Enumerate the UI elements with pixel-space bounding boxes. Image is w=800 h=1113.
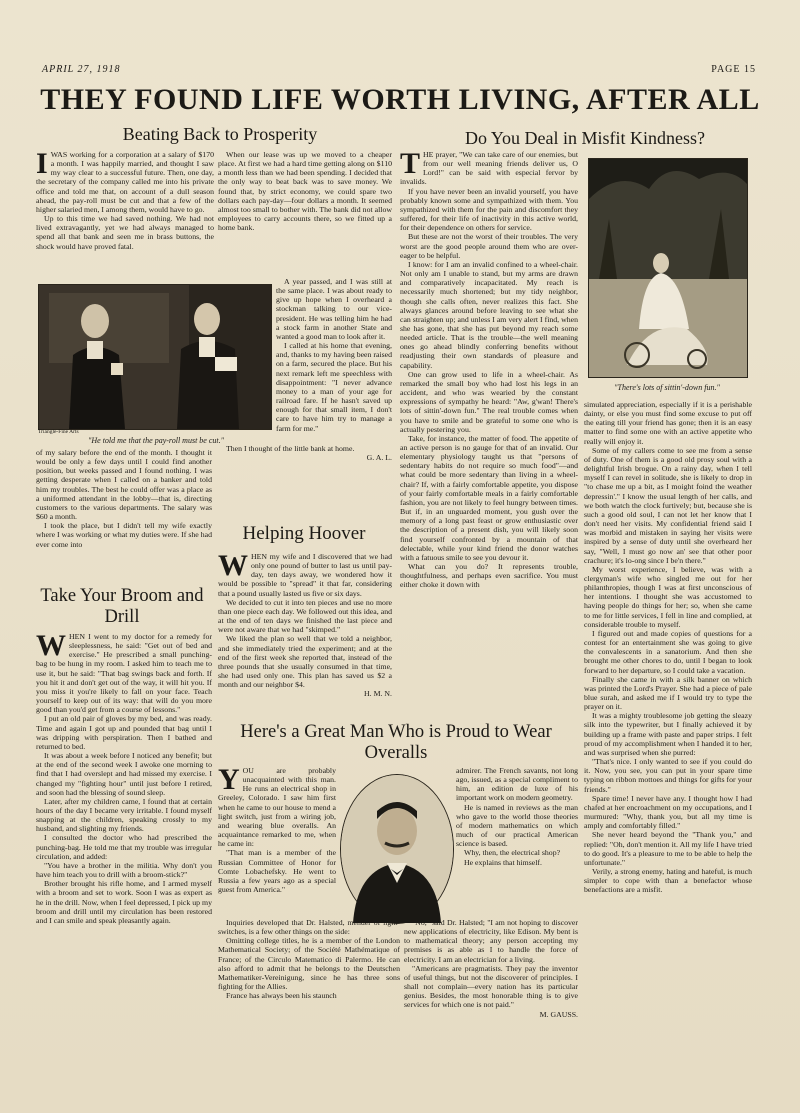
- beating-col-d: [218, 444, 392, 504]
- beating-photo-credit: Triangle-Fine Arts: [38, 429, 79, 435]
- overalls-p2: "That man is a member of the Russian Committee of Honor for Comte Lobachefsky. He went to Russia a few years ago as a special guest from America.": [218, 848, 336, 895]
- beating-photo: [38, 284, 272, 430]
- misfit-col-a: [400, 147, 578, 710]
- beating-photo-art: [39, 285, 271, 429]
- broom-dropcap: W: [36, 629, 66, 662]
- overalls-col-c: [456, 766, 578, 916]
- misfit-p5: One can grow used to life in a wheel-chair. As remarked the small boy who had lost his legs in an accident, and who was wearied by the constant expressions of sympathy he heard: "Aw, g'wan! There's lots of sittin'-down fun." The real trouble comes when you have to smile and be grateful to some one who is actually pestering you.: [400, 369, 578, 434]
- beating-col-e: [36, 448, 212, 578]
- overalls-col-a: [218, 763, 336, 916]
- misfit-r1: simulated appreciation, especially if it is a perishable dainty, or else you must find some excuse to put off the eating till your friend has gone; then it is an easy matter to find some one with an active appetite who really will enjoy it.: [584, 400, 752, 446]
- misfit-dropcap: T: [400, 147, 421, 180]
- halsted-portrait: [340, 774, 454, 924]
- broom-p7: Brother brought his rifle home, and I armed myself with a broom and set to work. Soon I was as expert as he in the drill. Now, when I feel depressed, I pick up my broom and drill until my circulation has been restored and I can smile and speak pleasantly again.: [36, 879, 212, 925]
- overalls-c3: Why, then, the electrical shop?: [464, 848, 561, 858]
- overalls-c6: "Americans are pragmatists. They pay the inventor of useful things, but not the discoverer of principles. I shall not complain—every nation has its particular genius. Besides, the most honorable thing is to give services for which one is not paid.": [404, 963, 578, 1010]
- overalls-c5: "No," said Dr. Halsted; "I am not hoping to discover new applications of electricity, like Edison. My bent is to mathematical theory; any person accepting my premises is as able as I to handle the force of electricity. I am an electrician for a living.: [404, 918, 578, 964]
- overalls-dropcap: Y: [218, 763, 240, 796]
- hoover-p2: We decided to cut it into ten pieces and use no more than one piece each day. We followed out this idea, and at the end of ten days we finished the last piece and were not aware that we had "skimped.": [218, 597, 392, 635]
- beating-col-c: [276, 277, 392, 442]
- misfit-r10: Verily, a strong enemy, hating and hateful, is much simpler to cope with than a benefactor whose benefactions are a misfit.: [584, 866, 752, 895]
- misfit-r9: She never heard beyond the "Thank you," and replied: "Oh, don't mention it. All my life I have tried to do good. It's a pleasure to me to be able to help the unfortunate.": [584, 830, 752, 867]
- misfit-r4: I figured out and made copies of questions for a contest for an entertainment she was going to give the convalescents in a sanatorium. And then she brought me other chores to do, until I began to look forward to her departure, so I could take a vacation.: [584, 628, 752, 675]
- misfit-p6: Take, for instance, the matter of food. The appetite of an active person is no gauge for that of an invalid. Our elementary physiology taught us that "persons of sedentary habits do not require so much food"—and what could be more sedentary than living in a wheel-chair? If, with a fairly comfortable appetite, you dispose of your fairly comfortable meals in a fairly comfortable fashion, you are not likely to feel hungry between times. But if, in an unguarded moment, you gush over the memory of a long past feast or grow enthusiastic over the description of a present dish, you will likely soon find yourself confronted by a mountain of that delectable, while your kind friend the donor watches with a fatuous smile to see you devour it.: [400, 433, 578, 562]
- misfit-r3: My worst experience, I believe, was with a clergyman's wife who singled me out for her philanthropies, though I was at first unconscious of her intentions. I thought she was accustomed to having people do things for her; so, when she came to me for little services, I fell in line and complied, at considerable trouble to myself.: [584, 564, 752, 629]
- overalls-signature: M. GAUSS.: [539, 1009, 578, 1019]
- misfit-p4: I know: for I am an invalid confined to a wheel-chair. Not only am I unable to stand, but my arms are drawn and comparatively incapacitated. My reach is necessarily much shortened; but my tidy neighbor, though she calls often, never realizes this fact. She always glances around before leaving to see what she can straighten up; and unless I am very alert I find, when she has gone, that she has put beyond my reach some needed article. That is the trouble—the well meaning ones go ahead blindly conferring benefits without readjusting their own standards of pleasure and capability.: [400, 259, 578, 370]
- beating-caption: "He told me that the pay-roll must be cut.": [88, 436, 224, 445]
- broom-p6: "You have a brother in the militia. Why don't you have him teach you to drill with a broom-stick?": [36, 860, 212, 880]
- beating-p2: Up to this time we had saved nothing. We had not lived extravagantly, yet we had always managed to spend all that bank and seen me in brass buttons, the shock would have proved fatal.: [36, 214, 214, 251]
- hoover-p1: HEN my wife and I discovered that we had only one pound of butter to last us until pay-day, ten days away, we wondered how it would be possible to "spread" it that far, considering that a pound usually lasted us five or six days.: [218, 552, 392, 598]
- overalls-col-d: [404, 918, 578, 1094]
- hoover-dropcap: W: [218, 549, 248, 582]
- misfit-p1: HE prayer, "We can take care of our enemies, but from our well meaning friends deliver us, O Lord!" can be said with especial fervor by invalids.: [400, 150, 578, 187]
- hoover-signature: H. M. N.: [364, 689, 392, 699]
- overalls-c1: admirer. The French savants, not long ago, issued, as a special compliment to him, an edition de luxe of his important work on modern geometry.: [456, 766, 578, 803]
- misfit-photo: [588, 158, 748, 378]
- hoover-col: [218, 549, 392, 699]
- page-number: PAGE 15: [711, 64, 756, 75]
- misfit-p3: But these are not the worst of their troubles. The very worst are the good people around them who are over-eager to be helpful.: [400, 232, 578, 260]
- beating-col-b: [218, 150, 392, 278]
- overalls-c4: He explains that himself.: [464, 857, 542, 867]
- broom-col: [36, 629, 212, 1080]
- misfit-p2: If you have never been an invalid yourself, you have probably known some and sympathized with them. You sympathized with them for the pain and discomfort they suffered, for their life of inactivity in this active world, for their dependence on others for service.: [400, 186, 578, 233]
- misfit-p7: What can you do? It represents trouble, thoughtfulness, and perhaps even sacrifice. You must either choke it down with: [400, 562, 578, 590]
- overalls-title: Here's a Great Man Who is Proud to Wear Overalls: [240, 722, 552, 763]
- misfit-r2: Some of my callers come to see me from a sense of duty. One of them is a good old prosy soul with a delightful Irish brogue. On a rainy day, when I tell myself I can revel in solitude, she is likely to drop in "to chase me up a bit, as I moight foind the weather depressin'." I know the usual length of her calls, and we both watch the clock furtively; but, because she is such a good old soul, I can not let her know that I don't need her visits. My confidential friend said I was morbid and mistaken in saying her visits were inspired by a sense of duty until she overheard her say, "Well, I must go now an' see that other poor crachure; it's lo-ong since I be'n there.": [584, 445, 752, 565]
- issue-date: APRIL 27, 1918: [42, 64, 121, 75]
- misfit-r7: "That's nice. I only wanted to see if you could do it. Now, you see, you can put in your spare time typing on ribbon mottoes and things for gifts for your friends.": [584, 757, 752, 794]
- misfit-col-b: [584, 400, 752, 1090]
- broom-p1: HEN I went to my doctor for a remedy for sleeplessness, he said: "Get out of bed and exercise." He prescribed a small punching-bag to be hung in my room. I asked him to teach me to use it, but he said: "That bag swings back and forth. If you hit it and don't get out of the way, it will hit you. If you miss it you're likely to fall on your face. Teach yourself to keep out of its way: that will do you more good than you'd get from a course of lessons.": [36, 632, 212, 715]
- halsted-portrait-art: [341, 775, 453, 923]
- beating-p7: of my salary before the end of the month. I thought it would be only a few days until I could find another position, but weeks passed and I found nothing. I was getting desperate when I called on a banker and told him my troubles. The best he could offer was a place as a uniformed attendant in the lobby—that is, directing customers to the various departments. The salary was $60 a month.: [36, 448, 212, 522]
- overalls-p4: Omitting college titles, he is a member of the London Mathematical Society; of the Société Mathématique of France; of the Circulo Matematico di Palermo. He can also afford to admit that he belongs to the Deutschen Mathematiker-Vereinigung, since he has three sons fighting for the Allies.: [218, 936, 400, 992]
- misfit-photo-art: [589, 159, 747, 377]
- beating-p4: A year passed, and I was still at the same place. I was about ready to give up hope when I overheard a stockman talking to our vice-president. He was telling him he had a stock farm in another State and wanted a good man to look after it.: [276, 277, 392, 341]
- broom-p4: Later, after my children came, I found that at certain hours of the day I became very irritable. I found myself snapping at the children, speaking crossly to my husband, and slighting my friends.: [36, 796, 212, 834]
- misfit-caption: "There's lots of sittin'-down fun.": [614, 383, 720, 392]
- overalls-p3: Inquiries developed that Dr. Halsted, mender of light-switches, is a few other things on the side:: [218, 918, 400, 937]
- beating-p3: When our lease was up we moved to a cheaper place. At first we had a hard time getting along on $110 a month less than we had been spending. I decided that the only way to beat back was to save money. We found that, by strict economy, we could spare two dollars each pay-day—four dollars a month. It seemed almost too small to bother with. The bank did not allow employees to carry accounts there, so we fitted up a home bank.: [218, 150, 392, 233]
- misfit-r6: It was a mighty troublesome job getting the sleazy silk into the typewriter, but I finally achieved it by building up a frame with paste and paper strips. I felt proud of my accomplishment when I handed it to her, and was surprised when she purred:: [584, 711, 752, 757]
- beating-dropcap: I: [36, 147, 48, 180]
- broom-p2: I put an old pair of gloves by my bed, and was ready. Time and again I got up and pounded that bag until I was dripping with perspiration. Then I bathed and returned to bed.: [36, 714, 212, 751]
- beating-p1: WAS working for a corporation at a salary of $170 a month. I was happily married, and thought I saw my way clear to a successful future. Then, one day, the secretary of the company called me into his private office and told me that, on account of a dull season ahead, the pay-roll must be cut and that a few of the higher salaried men, I among them, would have to go.: [36, 150, 214, 214]
- broom-p3: It was about a week before I noticed any benefit; but at the end of the second week I awoke one morning to find that I had overslept and had missed my exercise. I changed my "fighting hour" until just before I retired, and soon had the blessing of sound sleep.: [36, 751, 212, 797]
- misfit-r8: Spare time! I never have any. I thought how I had chafed at her encroachment on my occupations, and I murmured: "Why, thank you, but all my time is amply and comfortably filled.": [584, 793, 752, 831]
- page-headline: THEY FOUND LIFE WORTH LIVING, AFTER ALL: [40, 83, 760, 116]
- overalls-col-b: [218, 918, 400, 1094]
- beating-p5: I called at his home that evening, and, thanks to my having been raised on a farm, secured the place. But his next remark left me speechless with disappointment: "I never advance money to a man of your age for railroad fare. If he hasn't saved up enough for that small item, I don't care to have him try to manage a farm for me.": [276, 341, 392, 433]
- hoover-p3: We liked the plan so well that we told a neighbor, and she immediately tried the experiment; and at the end of the first week she reported that, instead of the three pounds that she usually consumed in that time, she had used only one. This plan has saved us $2 a month and our neighbor $4.: [218, 634, 392, 690]
- beating-signature: G. A. L.: [366, 453, 392, 463]
- misfit-r5: Finally she came in with a silk banner on which was printed the Lord's Prayer. She had a piece of pale blue surah, and asked me if I would try to type the prayer on it.: [584, 674, 752, 712]
- hoover-title: Helping Hoover: [242, 523, 366, 544]
- overalls-c2: He is named in reviews as the man who gave to the world those theories of modern mathematics on which much of our practical American science is based.: [456, 802, 578, 849]
- misfit-title: Do You Deal in Misfit Kindness?: [464, 128, 705, 148]
- beating-title: Beating Back to Prosperity: [122, 124, 318, 144]
- broom-title: Take Your Broom and Drill: [40, 586, 204, 627]
- beating-p6: Then I thought of the little bank at home.: [226, 444, 355, 453]
- overalls-p1: OU are probably unacquainted with this man. He runs an electrical shop in Greeley, Colorado. I saw him first when he came to our house to mend a light switch, just from a wiring job, and wearing blue overalls. An acquaintance remarked to me, when he came in:: [218, 766, 336, 849]
- beating-col-a: [36, 147, 214, 278]
- beating-p8: I took the place, but I didn't tell my wife exactly where I was working or what my duties were. If she had ever come into: [36, 521, 212, 549]
- overalls-p5: France has always been his staunch: [226, 991, 337, 1001]
- broom-p5: I consulted the doctor who had prescribed the punching-bag. He told me that my trouble was irregular circulation, and added:: [36, 833, 212, 861]
